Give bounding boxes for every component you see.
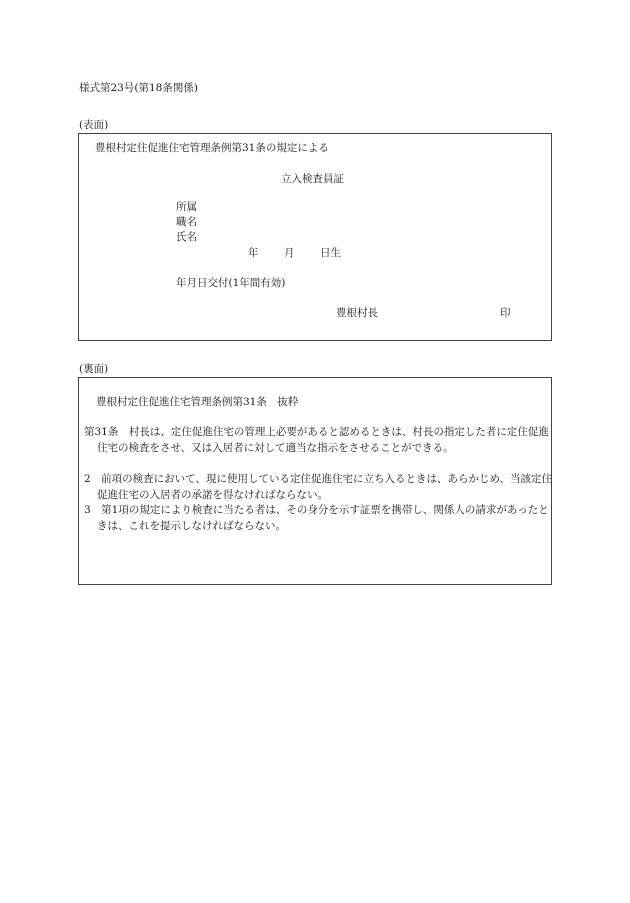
back-heading: 豊根村定住促進住宅管理条例第31条 抜粋: [96, 396, 299, 408]
issue-date-line: 年月日交付(1年間有効): [176, 277, 286, 289]
field-position-label: 職名: [176, 216, 197, 228]
birth-month-label: 月: [284, 247, 295, 259]
article-31-paragraph-2: 2 前項の検査において、現に使用している定住促進住宅に立ち入るときは、あらかじめ、当該定住促進住宅の入居者の承諾を得なければならない。: [84, 473, 553, 501]
article-31-paragraph-3: 3 第1項の規定により検査に当たる者は、その身分を示す証票を携帯し、関係人の請求があったときは、これを提示しなければならない。: [84, 504, 549, 532]
card-title: 立入検査員証: [281, 173, 344, 185]
birth-year-label: 年: [248, 247, 259, 259]
birth-day-label: 日生: [320, 247, 341, 259]
form-number: 様式第23号(第18条関係): [79, 82, 198, 94]
front-heading: 豊根村定住促進住宅管理条例第31条の規定による: [95, 142, 329, 154]
seal-mark: 印: [500, 307, 511, 319]
article-31: 第31条 村長は、定住促進住宅の管理上必要があると認めるときは、村長の指定した者に定住促進住宅の検査をさせ、又は入居者に対して適当な指示をさせることができる。: [84, 426, 549, 454]
back-side-label: (裏面): [79, 363, 109, 375]
field-name-label: 氏名: [176, 231, 197, 243]
front-side-label: (表面): [79, 119, 109, 131]
issuer-title: 豊根村長: [336, 307, 378, 319]
front-card-box: [78, 133, 552, 341]
field-affiliation-label: 所属: [176, 201, 197, 213]
